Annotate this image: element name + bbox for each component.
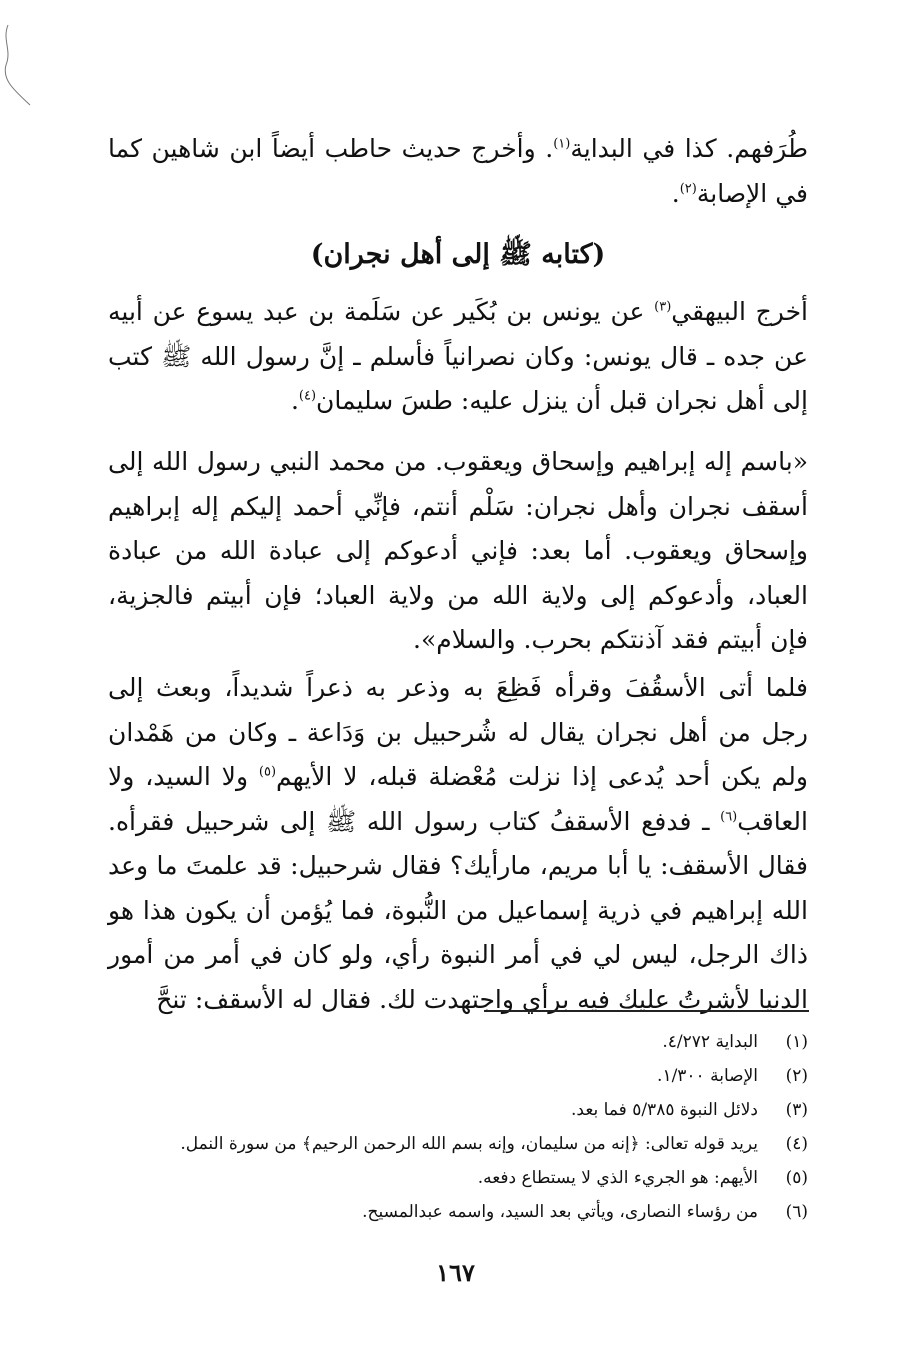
paragraph-text: أخرج البيهقي [671,297,809,326]
footnote-number: (٤) [785,1134,808,1154]
page-number: ١٦٧ [436,1258,475,1287]
paragraph-text: فلما أتى الأسقُفَ وقرأه فَظِعَ به وذعر به ذعراً شديداً، وبعث إلى رجل من أهل نجران يقال له شُرحبيل بن وَدَاعة ـ وكان من هَمْدان ولم يكن أحد يُدعى إذا نزلت مُعْضلة قبله، لا الأيهم [108,673,808,791]
footnote-ref: (٦) [720,809,738,825]
footnote-text: دلائل النبوة ٥/٣٨٥ فما بعد. [571,1100,758,1120]
footnote-text: من رؤساء النصارى، ويأتي بعد السيد، واسمه عبدالمسيح. [362,1202,758,1222]
paragraph-letter [108,440,808,663]
footnote-ref: (٣) [654,299,672,315]
footnote-ref: (٤) [298,388,317,404]
paragraph-text: ـ فدفع الأسقفُ كتاب رسول الله ﷺ إلى شرحبيل فقرأه. فقال الأسقف: يا أبا مريم، مارأيك؟ فقال شرحبيل: قد علمتَ ما وعد الله إبراهيم في ذرية إسماعيل من النُّبوة، فما يُؤمن أن يكون هذا هو ذاك الرجل، ليس لي في أمر النبوة رأي، ولو كان في أمر من أمور الدنيا لأشرتُ عليك فيه برأي واجتهدت لك. فقال له الأسقف: تنحَّ [108,806,808,1014]
footnote-ref: (٥) [258,764,277,780]
section-heading: (كتابه ﷺ إلى أهل نجران) [310,239,606,270]
footnote-item [108,1127,808,1161]
footnote-ref: (١) [553,136,571,152]
footnote-text: البداية ٤/٢٧٢. [662,1032,758,1052]
paragraph-text: . وأخرج حديث حاطب أيضاً ابن شاهين كما في الإصابة [108,134,808,208]
paragraph-text: ولا السيد، ولا العاقب [108,762,808,836]
paragraph-text: . [671,178,680,208]
scan-edge-mark [0,20,40,110]
paragraph-story [108,666,808,1022]
footnote-number: (٢) [785,1066,808,1086]
paragraph-text: «باسم إله إبراهيم وإسحاق ويعقوب. من محمد النبي رسول الله إلى أسقف نجران وأهل نجران: سَلْم أنتم، فإنِّي أحمد إليكم إله إبراهيم وإسحاق ويعقوب. أما بعد: فإني أدعوكم إلى عبادة الله من عبادة العباد، وأدعوكم إلى ولاية الله من ولاية العباد؛ فإن أبيتم فالجزية، فإن أبيتم فقد آذنتكم بحرب. والسلام». [108,447,808,654]
footnote-item [108,1093,808,1127]
paragraph-text: عن يونس بن بُكَير عن سَلَمة بن عبد يسوع عن أبيه عن جده ـ قال يونس: وكان نصرانياً فأسلم ـ إنَّ رسول الله ﷺ كتب إلى أهل نجران قبل أن ينزل عليه: طسَ سليمان [108,297,809,415]
paragraph-intro [108,127,808,216]
footnote-item [108,1025,808,1059]
footnote-text: الأيهم: هو الجريء الذي لا يستطاع دفعه. [477,1168,758,1188]
paragraph-narration [108,290,808,424]
paragraph-text: طُرَفهم. كذا في البداية [570,134,808,163]
paragraph-text: . [290,386,299,415]
footnote-item [108,1161,808,1195]
footnote-number: (٦) [785,1202,808,1222]
footnote-text: الإصابة ١/٣٠٠. [657,1066,758,1086]
footnote-item [108,1195,808,1229]
footnote-text: يريد قوله تعالى: ﴿إنه من سليمان، وإنه بسم الله الرحمن الرحيم﴾ من سورة النمل. [180,1134,758,1154]
footnotes-list [108,1025,808,1229]
footnote-item [108,1059,808,1093]
footnote-number: (٣) [785,1100,808,1120]
footnote-ref: (٢) [679,181,697,197]
footnote-divider [484,1010,809,1012]
footnote-number: (١) [785,1032,808,1052]
footnote-number: (٥) [785,1168,808,1188]
